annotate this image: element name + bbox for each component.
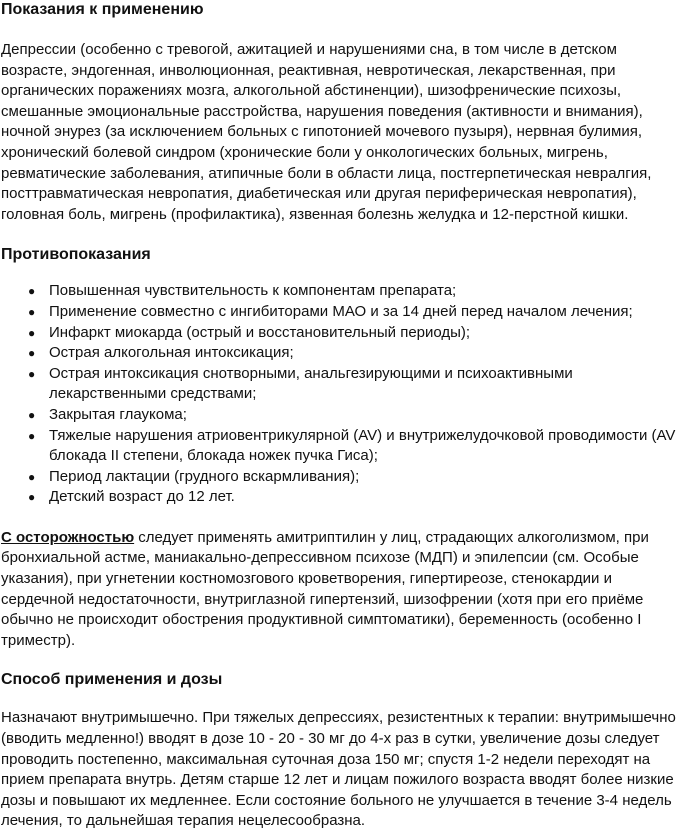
bullet-icon: ● xyxy=(28,490,36,505)
list-item: ● Закрытая глаукома; xyxy=(49,405,681,426)
list-item: ● Острая интоксикация снотворными, анальгезирующими и психоактивными лекарственными средствами; xyxy=(28,364,573,403)
contraindications-heading: Противопоказания xyxy=(1,246,151,264)
usage-heading: Способ применения и дозы xyxy=(1,671,223,689)
bullet-icon: ● xyxy=(28,325,36,340)
usage-text: Назначают внутримышечно. При тяжелых депрессиях, резистентных к терапии: внутримышечно (вводить медленно!) вводят в дозе 10 - 20 - 30 мг до 4-х раз в сутки, увеличение дозы следует проводить постепенно, максимальная суточная доза 150 мг; спустя 1-2 недели переходят на прием препарата внутрь. Детям старше 12 лет и лицам пожилого возраста вводят более низкие дозы и повышают их медленнее. Если состояние больного не улучшается в течение 3-4 недель лечения, то дальнейшая терапия нецелесообразна. xyxy=(1,709,676,830)
caution-text: следует применять амитриптилин у лиц, страдающих алкоголизмом, при бронхиальной астме, маниакально-депрессивном психозе (МДП) и эпилепсии (см. Особые указания), при угнетении костномозгового кроветворения, гипертиреозе, стенокардии и сердечной недостаточности, внутриглазной гипертензий, шизофрении (хотя при его приёме обычно не происходит обострения продуктивной симптоматики), беременность (особенно I триместр). xyxy=(1,528,649,649)
contraindications-list xyxy=(1,281,681,508)
bullet-icon: ● xyxy=(28,407,36,422)
bullet-icon: ● xyxy=(28,469,36,484)
list-item: ● Детский возраст до 12 лет. xyxy=(49,487,681,508)
list-item: ● Повышенная чувствительность к компонентам препарата; xyxy=(49,281,681,302)
bullet-icon: ● xyxy=(28,346,36,361)
bullet-icon: ● xyxy=(28,284,36,299)
caution-term: С осторожностью xyxy=(1,528,135,546)
caution-paragraph xyxy=(1,528,681,652)
list-item: ● Период лактации (грудного вскармливания); xyxy=(49,467,681,488)
list-item: ● Применение совместно с ингибиторами МАО и за 14 дней перед началом лечения; xyxy=(49,302,681,323)
indications-text: Депрессии (особенно с тревогой, ажитацией и нарушениями сна, в том числе в детском возрасте, эндогенная, инволюционная, реактивная, невротическая, лекарственная, при органических поражениях мозга, алкогольной абстиненции), шизофренические психозы, смешанные эмоциональные расстройства, нарушения поведения (активности и внимания), ночной энурез (за исключением больных с гипотонией мочевого пузыря), нервная булимия, хронический болевой синдром (хронические боли у онкологических больных, мигрень, ревматические заболевания, атипичные боли в области лица, постгерпетическая невралгия, посттравматическая невропатия, диабетическая или другая периферическая невропатия), головная боль, мигрень (профилактика), язвенная болезнь желудка и 12-перстной кишки. xyxy=(1,41,652,223)
list-item: ● Острая алкогольная интоксикация; xyxy=(49,343,681,364)
list-item: ● Тяжелые нарушения атриовентрикулярной (AV) и внутрижелудочковой проводимости (AV блокада II степени, блокада ножек пучка Гиса); xyxy=(28,426,676,465)
indications-heading: Показания к применению xyxy=(1,1,204,18)
bullet-icon: ● xyxy=(28,304,36,319)
list-item: ● Инфаркт миокарда (острый и восстановительный периоды); xyxy=(49,323,681,344)
bullet-icon: ● xyxy=(28,428,36,443)
bullet-icon: ● xyxy=(28,366,36,381)
